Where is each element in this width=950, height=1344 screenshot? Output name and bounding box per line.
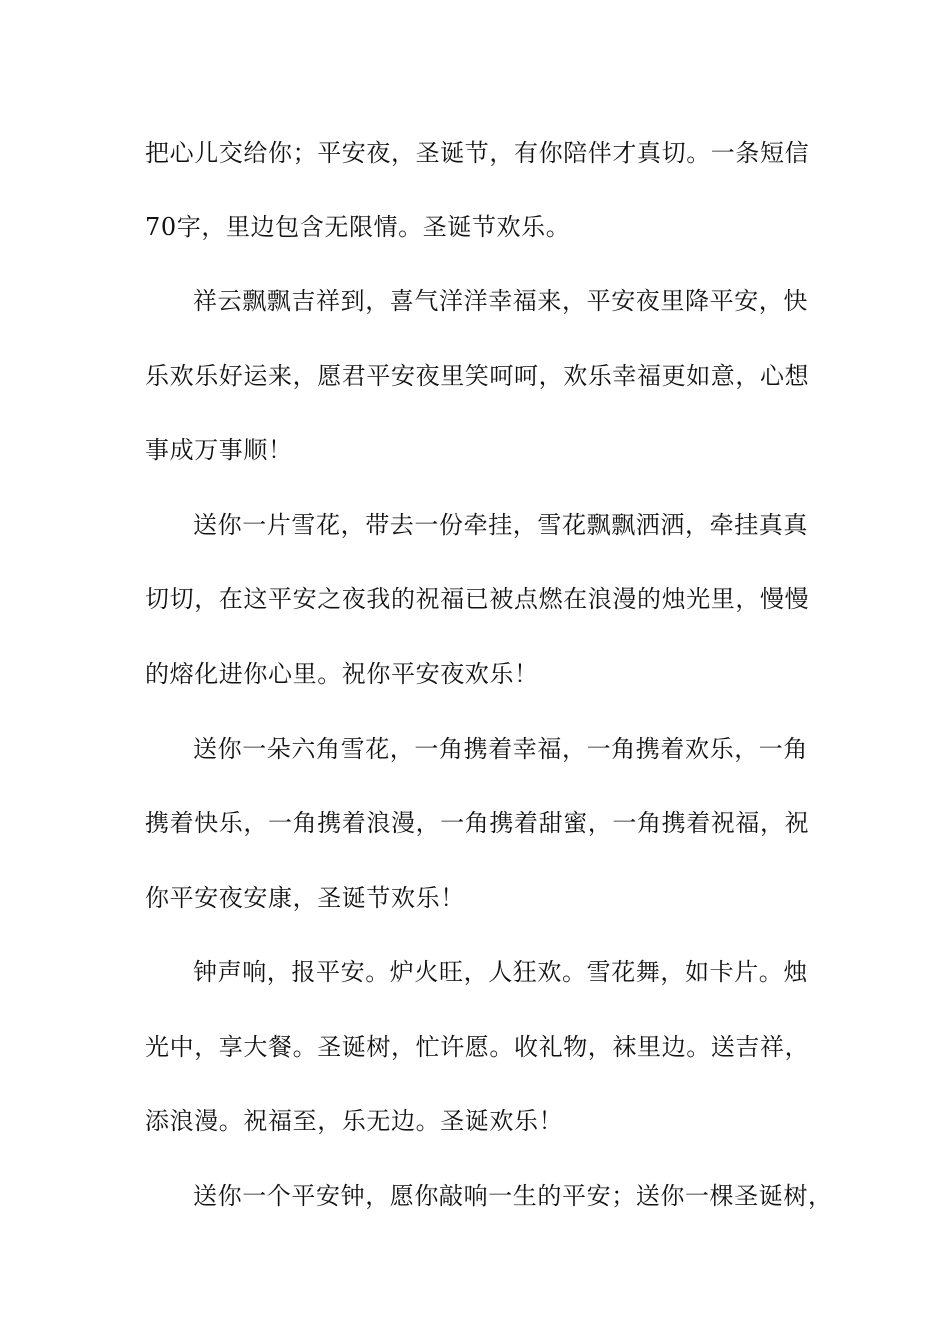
text-line: 70字，里边包含无限情。圣诞节欢乐。 — [145, 213, 571, 241]
text-line: 添浪漫。祝福至，乐无边。圣诞欢乐！ — [145, 1107, 564, 1135]
text-line: 切切，在这平安之夜我的祝福已被点燃在浪漫的烛光里，慢慢 — [145, 585, 810, 613]
paragraph-start-line: 送你一朵六角雪花，一角携着幸福，一角携着欢乐，一角 — [193, 735, 808, 763]
paragraph-start-line: 送你一个平安钟，愿你敲响一生的平安；送你一棵圣诞树， — [193, 1182, 833, 1210]
paragraph-start-line: 送你一片雪花，带去一份牵挂，雪花飘飘洒洒，牵挂真真 — [193, 511, 808, 539]
text-line: 乐欢乐好运来，愿君平安夜里笑呵呵，欢乐幸福更如意，心想 — [145, 362, 810, 390]
text-line: 把心儿交给你；平安夜，圣诞节，有你陪伴才真切。一条短信 — [145, 139, 810, 167]
text-line: 的熔化进你心里。祝你平安夜欢乐！ — [145, 660, 539, 688]
text-line: 光中，享大餐。圣诞树，忙许愿。收礼物，袜里边。送吉祥， — [145, 1033, 810, 1061]
paragraph-start-line: 祥云飘飘吉祥到，喜气洋洋幸福来，平安夜里降平安，快 — [193, 287, 808, 315]
paragraph-start-line: 钟声响，报平安。炉火旺，人狂欢。雪花舞，如卡片。烛 — [193, 958, 808, 986]
text-line: 携着快乐，一角携着浪漫，一角携着甜蜜，一角携着祝福，祝 — [145, 809, 810, 837]
text-line: 事成万事顺！ — [145, 436, 293, 464]
text-line: 你平安夜安康，圣诞节欢乐！ — [145, 884, 465, 912]
